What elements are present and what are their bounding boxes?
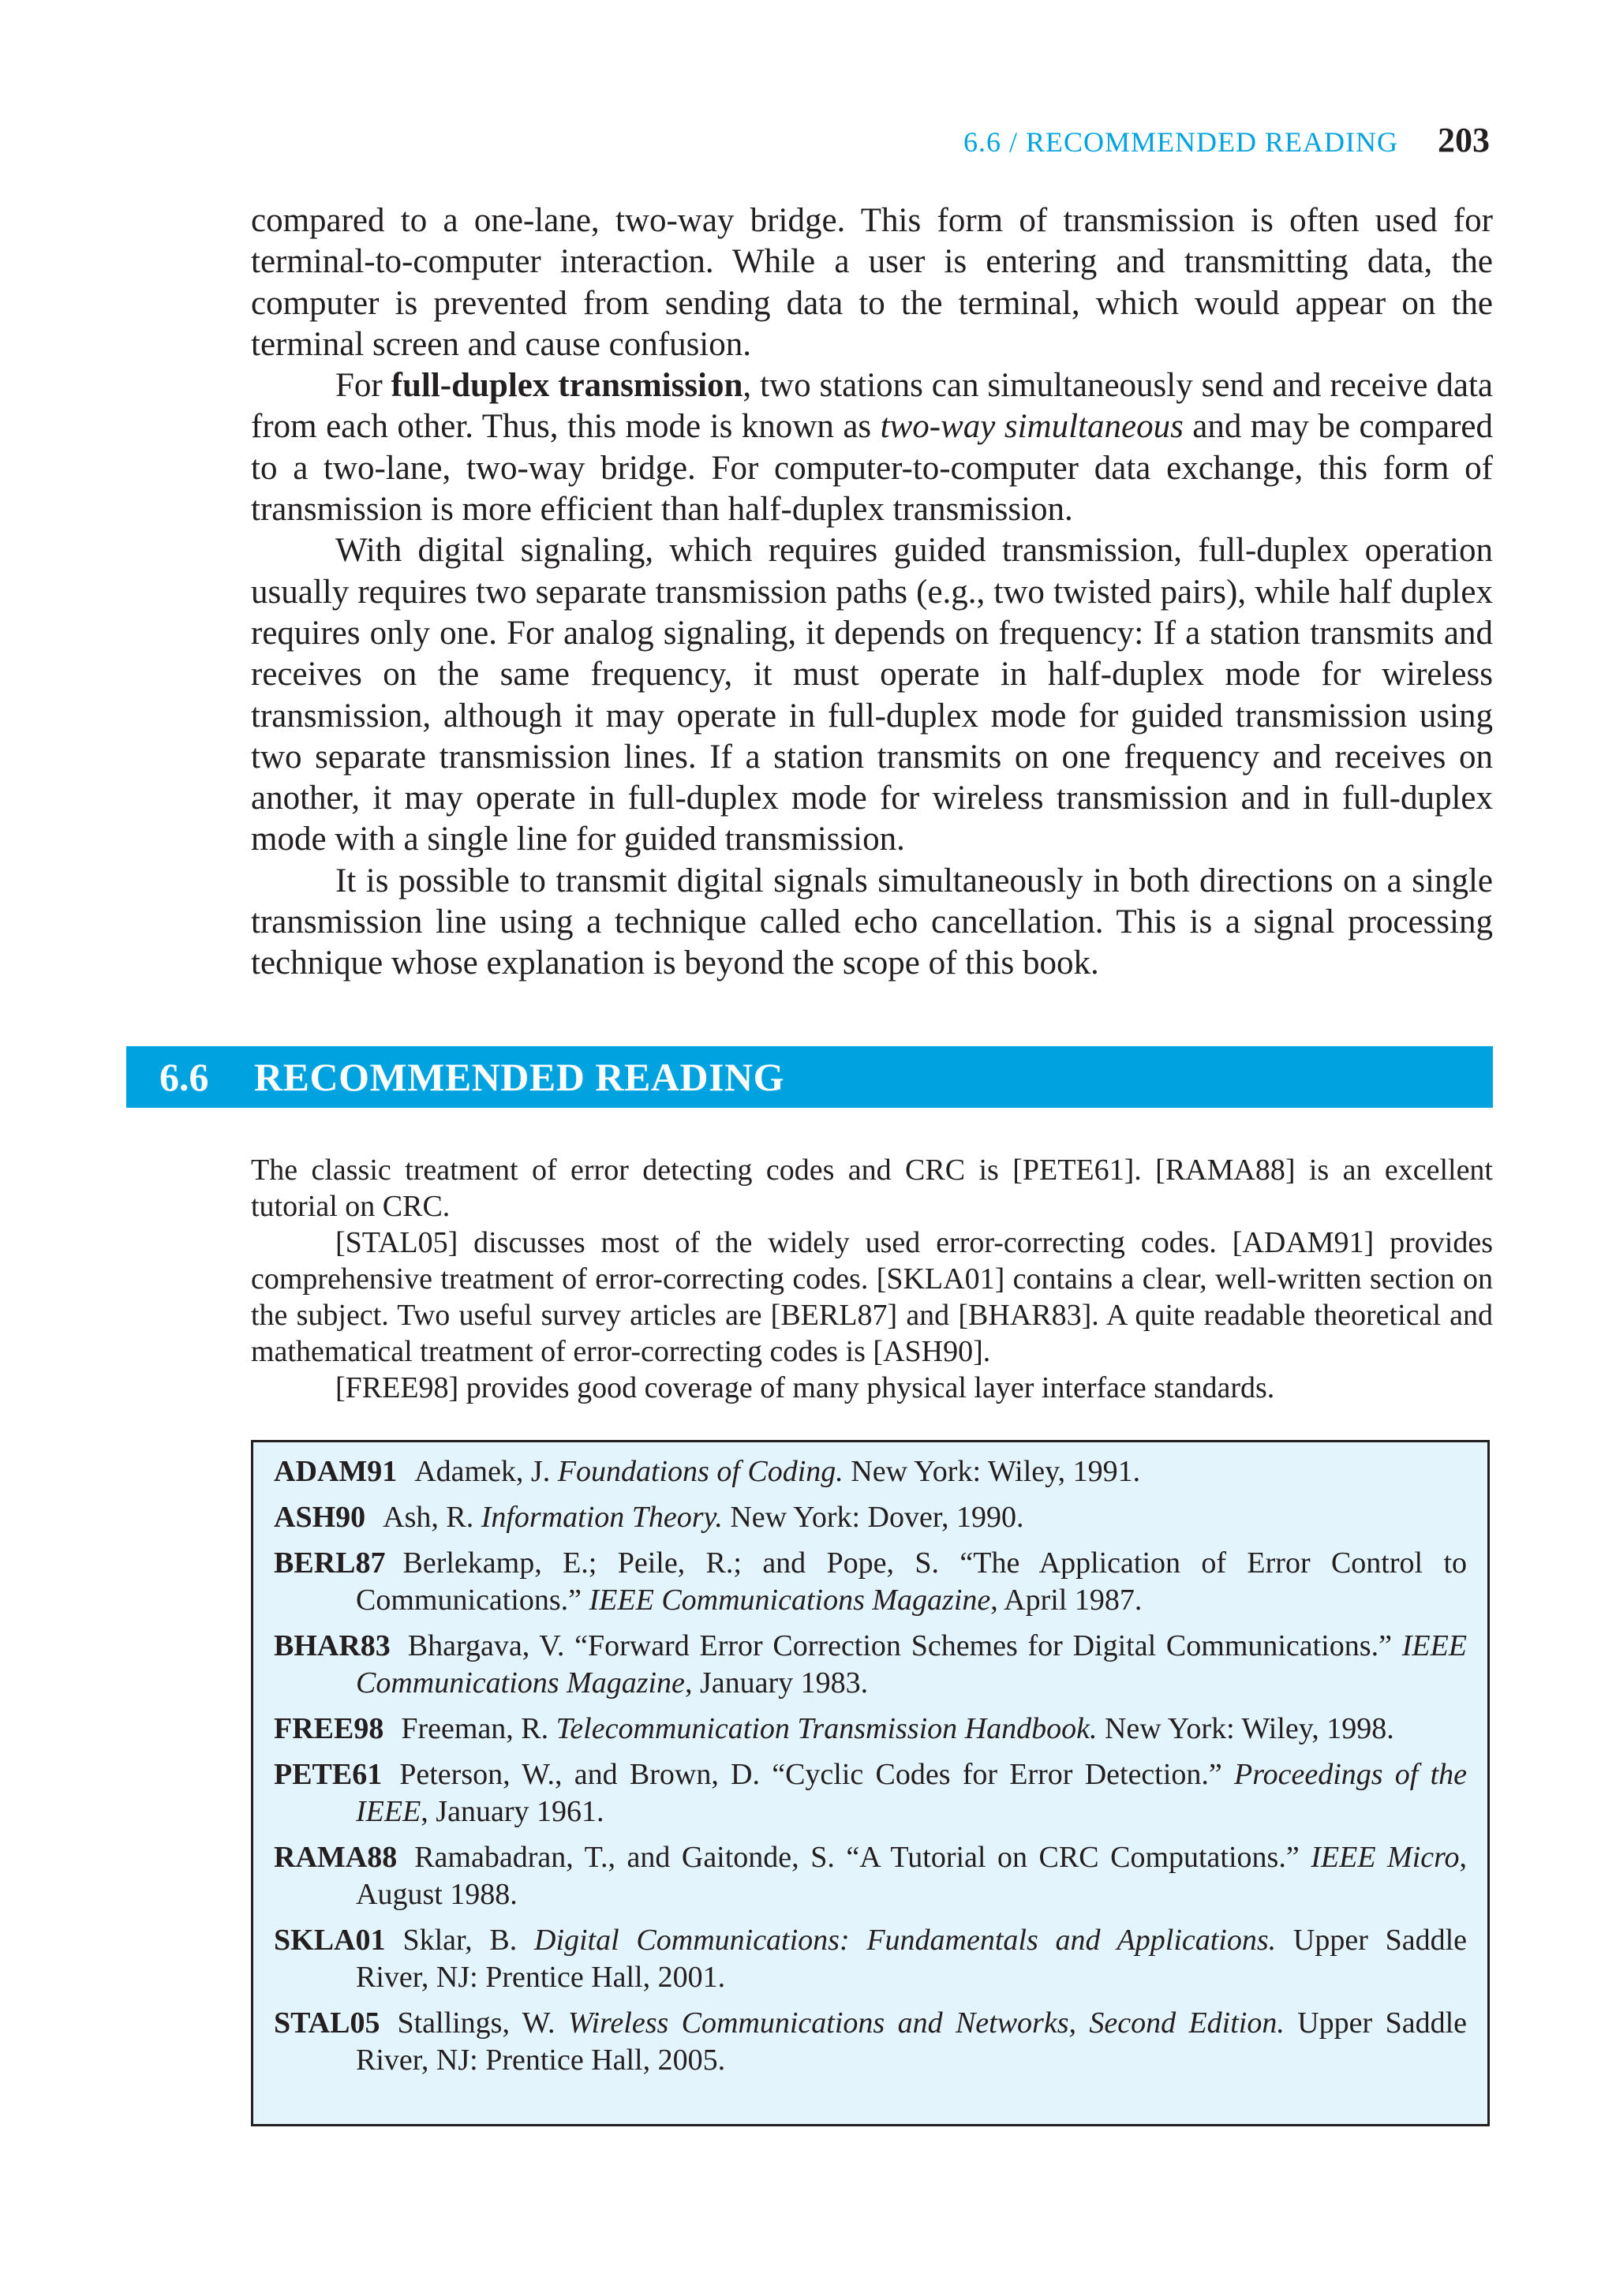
running-head bbox=[963, 120, 1490, 164]
reference-title: Wireless Communications and Networks, Second Edition. bbox=[567, 2006, 1285, 2040]
reference-entry bbox=[274, 1545, 1467, 1619]
two-way-simultaneous-term: two-way simultaneous bbox=[880, 408, 1184, 446]
section-title: RECOMMENDED READING bbox=[254, 1055, 784, 1099]
reference-key: ADAM91 bbox=[274, 1455, 398, 1488]
reference-key: BHAR83 bbox=[274, 1629, 391, 1662]
reference-text: Peterson, W., and Brown, D. “Cyclic Codes for Error Detection.” bbox=[399, 1758, 1235, 1791]
reference-entry bbox=[274, 1628, 1467, 1702]
reference-key: BERL87 bbox=[274, 1546, 386, 1580]
reference-title: IEEE Communications Magazine bbox=[589, 1584, 991, 1617]
reference-details: New York: Wiley, 1998. bbox=[1097, 1712, 1394, 1745]
section-heading-banner bbox=[126, 1046, 1493, 1108]
reference-entry bbox=[274, 1922, 1467, 1996]
reference-details: , January 1983. bbox=[684, 1666, 869, 1700]
reference-title: Information Theory. bbox=[481, 1501, 723, 1534]
reference-key: FREE98 bbox=[274, 1712, 384, 1745]
reading-paragraph-2: [STAL05] discusses most of the widely used error-correcting codes. [ADAM91] provides comprehensive treatment of error-correcting codes. [SKLA01] contains a clear, well-written section on the subject. Two useful survey articles are [BERL87] and [BHAR83]. A quite readable theoretical and mathematical treatment of error-correcting codes is [ASH90]. bbox=[251, 1226, 1493, 1368]
body-text bbox=[251, 200, 1493, 985]
reading-paragraph-3: [FREE98] provides good coverage of many physical layer interface standards. bbox=[335, 1371, 1275, 1404]
paragraph-2-start: For bbox=[335, 367, 391, 405]
reference-text: Stallings, W. bbox=[397, 2006, 568, 2040]
reference-entry bbox=[274, 1453, 1467, 1490]
recommended-reading-text bbox=[251, 1152, 1493, 1406]
reference-details: , April 1987. bbox=[990, 1584, 1143, 1617]
reference-title: IEEE Micro bbox=[1311, 1841, 1460, 1874]
reference-details: New York: Wiley, 1991. bbox=[843, 1455, 1141, 1488]
paragraph-4: It is possible to transmit digital signals simultaneously in both directions on a single transmission line using a technique called echo cancellation. This is a signal processing technique whose explanation is beyond the scope of this book. bbox=[251, 862, 1493, 982]
reference-details: Upper Saddle River, NJ: Prentice Hall, 2005. bbox=[356, 2006, 1467, 2077]
references-box bbox=[251, 1440, 1490, 2126]
reference-key: ASH90 bbox=[274, 1501, 366, 1534]
reference-details: , August 1988. bbox=[356, 1841, 1468, 1911]
page-number: 203 bbox=[1438, 121, 1490, 159]
reference-text: Adamek, J. bbox=[414, 1455, 558, 1488]
paragraph-3: With digital signaling, which requires guided transmission, full-duplex operation usually requires two separate transmission paths (e.g., two twisted pairs), while half duplex requires only one. For analog signaling, it depends on frequency: If a station transmits and receives on the same frequency, it must operate in half-duplex mode for wireless transmission, although it may operate in full-duplex mode for guided transmission using two separate transmission lines. If a station transmits on one frequency and receives on another, it may operate in full-duplex mode for wireless transmission and in full-duplex mode with a single line for guided transmission. bbox=[251, 532, 1493, 858]
reference-title: Telecommunication Transmission Handbook. bbox=[556, 1712, 1098, 1745]
reference-title: Proceedings of the IEEE bbox=[356, 1758, 1467, 1828]
full-duplex-term: full-duplex transmission bbox=[391, 367, 743, 405]
reference-entry bbox=[274, 1499, 1467, 1536]
reference-entry bbox=[274, 2005, 1467, 2079]
reference-details: Upper Saddle River, NJ: Prentice Hall, 2001. bbox=[356, 1924, 1468, 1994]
reference-entry bbox=[274, 1839, 1467, 1913]
paragraph-2-end: and may be compared to a two-lane, two-way bridge. For computer-to-computer data exchange, this form of transmission is more efficient than half-duplex transmission. bbox=[251, 408, 1493, 529]
reference-text: Ash, R. bbox=[383, 1501, 481, 1534]
reference-text: Ramabadran, T., and Gaitonde, S. “A Tutorial on CRC Computations.” bbox=[414, 1841, 1311, 1874]
section-number: 6.6 bbox=[159, 1055, 209, 1099]
paragraph-1: compared to a one-lane, two-way bridge. This form of transmission is often used for terminal-to-computer interaction. While a user is entering and transmitting data, the computer is prevented from sending data to the terminal, which would appear on the terminal screen and cause confusion. bbox=[251, 202, 1493, 363]
reference-title: Foundations of Coding. bbox=[557, 1455, 844, 1488]
reference-text: Freeman, R. bbox=[401, 1712, 556, 1745]
reference-entry bbox=[274, 1756, 1467, 1830]
reference-text: Sklar, B. bbox=[402, 1924, 534, 1957]
reference-entry bbox=[274, 1711, 1467, 1748]
reference-key: SKLA01 bbox=[274, 1924, 386, 1957]
reference-key: PETE61 bbox=[274, 1758, 383, 1791]
reading-paragraph-1: The classic treatment of error detecting codes and CRC is [PETE61]. [RAMA88] is an excellent tutorial on CRC. bbox=[251, 1154, 1493, 1223]
reference-key: RAMA88 bbox=[274, 1841, 398, 1874]
reference-text: Bhargava, V. “Forward Error Correction Schemes for Digital Communications.” bbox=[407, 1629, 1402, 1662]
reference-details: New York: Dover, 1990. bbox=[722, 1501, 1024, 1534]
reference-title: IEEE Communications Magazine bbox=[356, 1629, 1467, 1700]
reference-title: Digital Communications: Fundamentals and Applications. bbox=[534, 1924, 1277, 1957]
reference-text: Berlekamp, E.; Peile, R.; and Pope, S. “The Application of Error Control to Communications.” bbox=[356, 1546, 1467, 1617]
paragraph-2-middle: , two stations can simultaneously send and receive data from each other. Thus, this mode is known as bbox=[251, 367, 1493, 446]
reference-key: STAL05 bbox=[274, 2006, 380, 2040]
paragraph-2 bbox=[251, 365, 1493, 530]
running-head-section: 6.6 / RECOMMENDED READING bbox=[963, 126, 1398, 158]
reference-details: , January 1961. bbox=[421, 1795, 604, 1828]
